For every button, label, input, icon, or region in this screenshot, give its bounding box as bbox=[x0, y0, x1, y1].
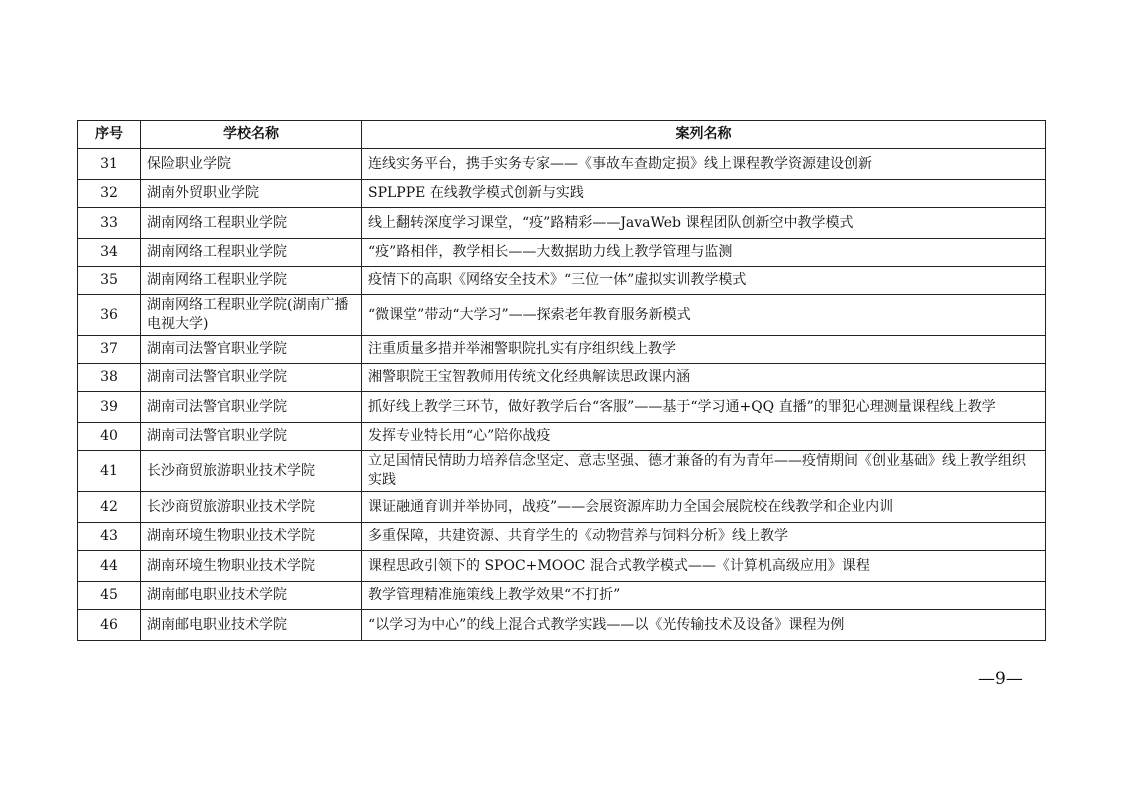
table-row bbox=[78, 180, 1046, 208]
row-index: 40 bbox=[78, 423, 141, 451]
row-school: 湖南网络工程职业学院 bbox=[141, 239, 362, 267]
table-row bbox=[78, 295, 1046, 336]
row-school: 湖南网络工程职业学院 bbox=[141, 208, 362, 239]
table-row bbox=[78, 208, 1046, 239]
table-row bbox=[78, 451, 1046, 492]
row-index: 41 bbox=[78, 451, 141, 492]
row-case: “以学习为中心”的线上混合式教学实践——以《光传输技术及设备》课程为例 bbox=[362, 610, 1046, 641]
row-case: 注重质量多措并举湘警职院扎实有序组织线上教学 bbox=[362, 336, 1046, 364]
table-header bbox=[78, 121, 1046, 149]
row-index: 32 bbox=[78, 180, 141, 208]
row-case: 课证融通育训并举协同，战疫”——会展资源库助力全国会展院校在线教学和企业内训 bbox=[362, 492, 1046, 523]
row-index: 44 bbox=[78, 551, 141, 582]
row-school: 保险职业学院 bbox=[141, 149, 362, 180]
row-school: 湖南网络工程职业学院(湖南广播电视大学) bbox=[141, 295, 362, 336]
row-case: 连线实务平台，携手实务专家——《事故车查勘定损》线上课程教学资源建设创新 bbox=[362, 149, 1046, 180]
row-school: 湖南邮电职业技术学院 bbox=[141, 582, 362, 610]
table-row bbox=[78, 392, 1046, 423]
row-case: 湘警职院王宝智教师用传统文化经典解读思政课内涵 bbox=[362, 364, 1046, 392]
table-row bbox=[78, 364, 1046, 392]
row-index: 43 bbox=[78, 523, 141, 551]
row-school: 湖南网络工程职业学院 bbox=[141, 267, 362, 295]
table-row bbox=[78, 267, 1046, 295]
row-index: 45 bbox=[78, 582, 141, 610]
row-index: 36 bbox=[78, 295, 141, 336]
row-case: “微课堂”带动“大学习”——探索老年教育服务新模式 bbox=[362, 295, 1046, 336]
row-index: 33 bbox=[78, 208, 141, 239]
row-school: 湖南环境生物职业技术学院 bbox=[141, 551, 362, 582]
row-school: 湖南外贸职业学院 bbox=[141, 180, 362, 208]
table-row bbox=[78, 582, 1046, 610]
row-school: 湖南司法警官职业学院 bbox=[141, 392, 362, 423]
table-row bbox=[78, 149, 1046, 180]
row-school: 长沙商贸旅游职业技术学院 bbox=[141, 492, 362, 523]
row-school: 湖南司法警官职业学院 bbox=[141, 336, 362, 364]
row-case: 教学管理精准施策线上教学效果“不打折” bbox=[362, 582, 1046, 610]
row-case: 发挥专业特长用“心”陪你战疫 bbox=[362, 423, 1046, 451]
row-case: 线上翻转深度学习课堂，“疫”路精彩——JavaWeb 课程团队创新空中教学模式 bbox=[362, 208, 1046, 239]
row-case: 课程思政引领下的 SPOC+MOOC 混合式教学模式——《计算机高级应用》课程 bbox=[362, 551, 1046, 582]
row-school: 湖南司法警官职业学院 bbox=[141, 423, 362, 451]
row-school: 湖南司法警官职业学院 bbox=[141, 364, 362, 392]
row-case: 抓好线上教学三环节，做好教学后台“客服”——基于“学习通+QQ 直播”的罪犯心理测量课程线上教学 bbox=[362, 392, 1046, 423]
table-body bbox=[78, 149, 1046, 641]
row-case: 立足国情民情助力培养信念坚定、意志坚强、德才兼备的有为青年——疫情期间《创业基础》线上教学组织实践 bbox=[362, 451, 1046, 492]
row-index: 31 bbox=[78, 149, 141, 180]
table-row bbox=[78, 610, 1046, 641]
header-row bbox=[78, 121, 1046, 149]
row-case: “疫”路相伴，教学相长——大数据助力线上教学管理与监测 bbox=[362, 239, 1046, 267]
row-case: 多重保障，共建资源、共育学生的《动物营养与饲料分析》线上教学 bbox=[362, 523, 1046, 551]
header-school-name: 学校名称 bbox=[141, 121, 362, 149]
header-index: 序号 bbox=[78, 121, 141, 149]
table-row bbox=[78, 423, 1046, 451]
row-index: 46 bbox=[78, 610, 141, 641]
page-number: —9— bbox=[978, 669, 1023, 689]
table-row bbox=[78, 336, 1046, 364]
row-school: 湖南邮电职业技术学院 bbox=[141, 610, 362, 641]
row-school: 长沙商贸旅游职业技术学院 bbox=[141, 451, 362, 492]
row-index: 42 bbox=[78, 492, 141, 523]
row-index: 35 bbox=[78, 267, 141, 295]
row-index: 34 bbox=[78, 239, 141, 267]
row-index: 37 bbox=[78, 336, 141, 364]
row-case: SPLPPE 在线教学模式创新与实践 bbox=[362, 180, 1046, 208]
row-case: 疫情下的高职《网络安全技术》“三位一体”虚拟实训教学模式 bbox=[362, 267, 1046, 295]
row-index: 39 bbox=[78, 392, 141, 423]
table-row bbox=[78, 239, 1046, 267]
table-row bbox=[78, 551, 1046, 582]
row-index: 38 bbox=[78, 364, 141, 392]
table-row bbox=[78, 523, 1046, 551]
row-school: 湖南环境生物职业技术学院 bbox=[141, 523, 362, 551]
header-case-name: 案列名称 bbox=[362, 121, 1046, 149]
case-list-table bbox=[77, 120, 1046, 641]
table-row bbox=[78, 492, 1046, 523]
